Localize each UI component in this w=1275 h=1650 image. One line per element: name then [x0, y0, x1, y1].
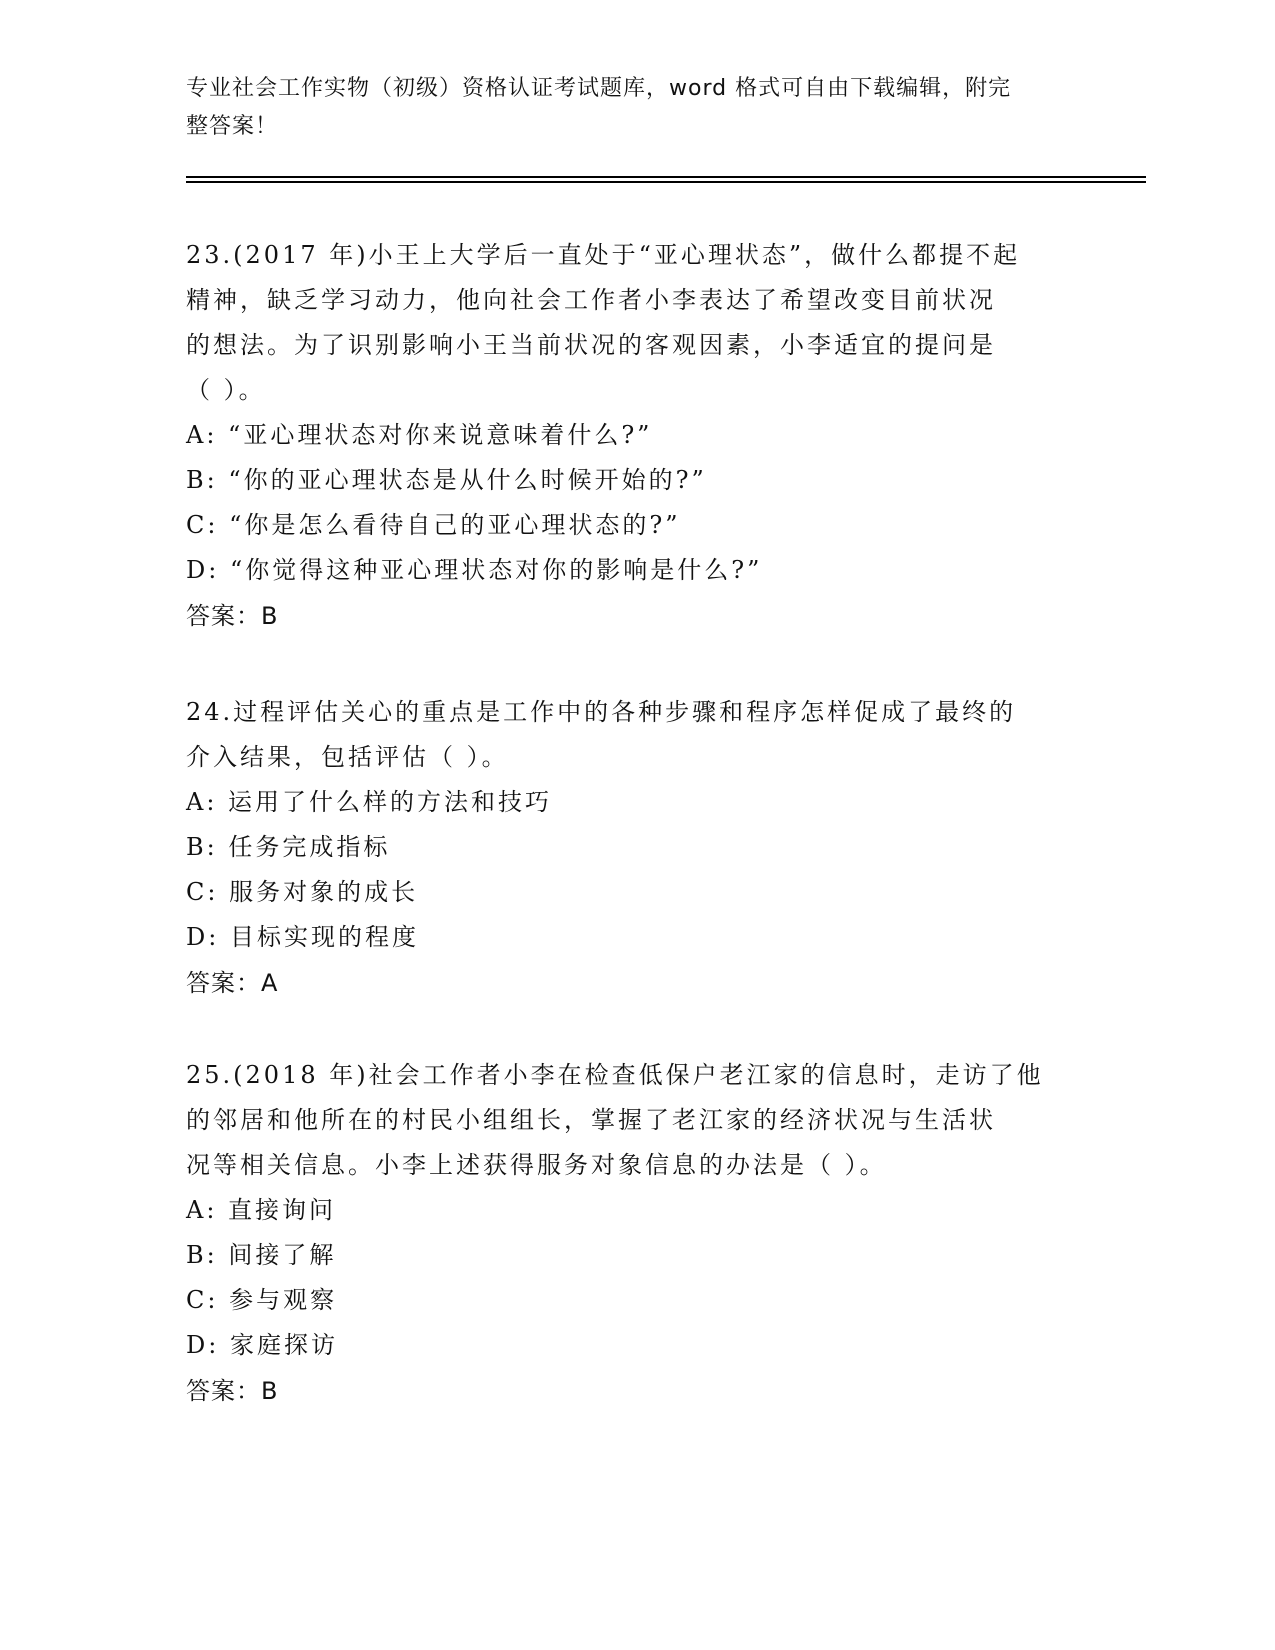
stem-line: 的邻居和他所在的村民小组组长，掌握了老江家的经济状况与生活状 — [186, 1106, 996, 1134]
option-a: A: 运用了什么样的方法和技巧 — [186, 788, 553, 816]
option-c: C: 参与观察 — [186, 1286, 338, 1314]
answer-line: 答案：B — [186, 602, 279, 630]
header-line-1: 专业社会工作实物（初级）资格认证考试题库，word 格式可自由下载编辑，附完 — [186, 76, 1012, 101]
document-header — [186, 70, 1066, 146]
question-stem — [186, 690, 1086, 780]
option-a: A: “亚心理状态对你来说意味着什么?” — [186, 421, 653, 449]
stem-line: （ ）。 — [186, 376, 266, 404]
question-stem — [186, 1053, 1086, 1188]
option-a: A: 直接询问 — [186, 1196, 337, 1224]
question-24 — [186, 690, 1086, 1006]
question-25 — [186, 1053, 1086, 1414]
answer-line: 答案：B — [186, 1377, 279, 1405]
stem-line: 的想法。为了识别影响小王当前状况的客观因素，小李适宜的提问是 — [186, 331, 996, 359]
option-d: D: 家庭探访 — [186, 1331, 338, 1359]
header-divider-bottom — [186, 181, 1146, 183]
stem-line: 介入结果，包括评估（ ）。 — [186, 743, 509, 771]
answer-line: 答案：A — [186, 969, 279, 997]
question-23 — [186, 233, 1086, 639]
option-d: D: 目标实现的程度 — [186, 923, 419, 951]
option-b: B: 任务完成指标 — [186, 833, 391, 861]
stem-line: 况等相关信息。小李上述获得服务对象信息的办法是（ ）。 — [186, 1151, 887, 1179]
stem-line: 24.过程评估关心的重点是工作中的各种步骤和程序怎样促成了最终的 — [186, 698, 1017, 726]
question-stem — [186, 233, 1086, 413]
stem-line: 25.(2018 年)社会工作者小李在检查低保户老江家的信息时，走访了他 — [186, 1061, 1044, 1089]
option-b: B: 间接了解 — [186, 1241, 337, 1269]
option-d: D: “你觉得这种亚心理状态对你的影响是什么?” — [186, 556, 763, 584]
header-line-2: 整答案！ — [186, 114, 279, 139]
option-b: B: “你的亚心理状态是从什么时候开始的?” — [186, 466, 707, 494]
header-divider-top — [186, 176, 1146, 178]
option-c: C: “你是怎么看待自己的亚心理状态的?” — [186, 511, 681, 539]
option-c: C: 服务对象的成长 — [186, 878, 419, 906]
stem-line: 精神，缺乏学习动力，他向社会工作者小李表达了希望改变目前状况 — [186, 286, 996, 314]
stem-line: 23.(2017 年)小王上大学后一直处于“亚心理状态”，做什么都提不起 — [186, 241, 1021, 269]
